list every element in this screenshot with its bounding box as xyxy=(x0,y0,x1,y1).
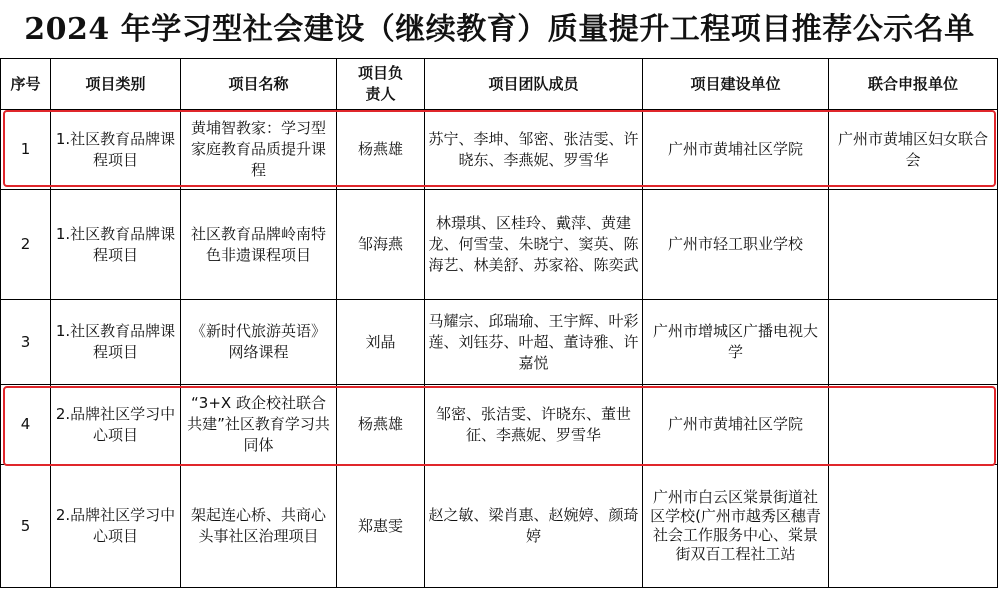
cell-team xyxy=(425,385,643,465)
cell-name xyxy=(181,300,337,385)
cell-category xyxy=(51,465,181,588)
cell-no: 4 xyxy=(1,385,51,465)
cell-team xyxy=(425,190,643,300)
cell-builder xyxy=(643,465,829,588)
cell-category xyxy=(51,300,181,385)
cell-partner xyxy=(829,465,998,588)
cell-partner xyxy=(829,300,998,385)
table-row xyxy=(1,385,998,465)
cell-team-text: 林璟琪、区桂玲、戴萍、黄建龙、何雪莹、朱晓宁、窦英、陈海艺、林美舒、苏家裕、陈奕武 xyxy=(428,214,639,274)
cell-builder xyxy=(643,190,829,300)
table-header-row xyxy=(1,59,998,110)
cell-lead: 邹海燕 xyxy=(337,190,425,300)
header-partner: 联合申报单位 xyxy=(829,59,998,110)
cell-no: 1 xyxy=(1,110,51,190)
cell-builder-text: 广州市增城区广播电视大学 xyxy=(652,322,818,361)
cell-name xyxy=(181,385,337,465)
cell-partner xyxy=(829,110,998,190)
cell-builder-text: 广州市黄埔社区学院 xyxy=(667,140,803,158)
cell-category xyxy=(51,385,181,465)
cell-team xyxy=(425,110,643,190)
cell-category-text: 2.品牌社区学习中心项目 xyxy=(55,404,176,444)
cell-name-text: 黄埔智教家：学习型家庭教育品质提升课程 xyxy=(190,119,326,179)
cell-lead: 郑惠雯 xyxy=(337,465,425,588)
cell-team xyxy=(425,465,643,588)
cell-builder-text: 广州市黄埔社区学院 xyxy=(667,415,803,433)
cell-name-text: 《新时代旅游英语》网络课程 xyxy=(190,322,326,361)
cell-team-text: 苏宁、李坤、邹密、张洁雯、许晓东、李燕妮、罗雪华 xyxy=(428,129,639,169)
cell-builder xyxy=(643,110,829,190)
cell-builder xyxy=(643,385,829,465)
cell-category-text: 1.社区教育品牌课程项目 xyxy=(55,129,176,169)
cell-name xyxy=(181,110,337,190)
header-no: 序号 xyxy=(1,59,51,110)
cell-no: 3 xyxy=(1,300,51,385)
cell-no: 5 xyxy=(1,465,51,588)
cell-name xyxy=(181,465,337,588)
cell-category-text: 1.社区教育品牌课程项目 xyxy=(55,322,176,361)
cell-lead: 杨燕雄 xyxy=(337,385,425,465)
cell-builder-text: 广州市轻工职业学校 xyxy=(667,235,803,253)
document-title: 2024 年学习型社会建设（继续教育）质量提升工程项目推荐公示名单 xyxy=(24,12,975,47)
cell-lead: 刘晶 xyxy=(337,300,425,385)
header-team: 项目团队成员 xyxy=(425,59,643,110)
cell-team-text: 邹密、张洁雯、许晓东、董世征、李燕妮、罗雪华 xyxy=(435,404,631,444)
cell-builder xyxy=(643,300,829,385)
cell-category-text: 2.品牌社区学习中心项目 xyxy=(55,506,176,545)
header-lead xyxy=(337,59,425,110)
header-name: 项目名称 xyxy=(181,59,337,110)
cell-partner xyxy=(829,385,998,465)
table-row xyxy=(1,190,998,300)
cell-name-text: 架起连心桥、共商心头事社区治理项目 xyxy=(190,506,326,545)
table-row xyxy=(1,300,998,385)
cell-partner-text: 广州市黄埔区妇女联合会 xyxy=(837,129,988,169)
table-row xyxy=(1,465,998,588)
cell-partner xyxy=(829,190,998,300)
cell-category xyxy=(51,110,181,190)
cell-category-text: 1.社区教育品牌课程项目 xyxy=(55,224,176,264)
header-builder: 项目建设单位 xyxy=(643,59,829,110)
cell-team-text: 马耀宗、邱瑞瑜、王宇辉、叶彩莲、刘钰芬、叶超、董诗雅、许嘉悦 xyxy=(428,311,639,372)
cell-lead: 杨燕雄 xyxy=(337,110,425,190)
cell-name xyxy=(181,190,337,300)
cell-category xyxy=(51,190,181,300)
header-lead-text: 项目负责人 xyxy=(357,64,403,103)
cell-no: 2 xyxy=(1,190,51,300)
cell-team-text: 赵之敏、梁肖惠、赵婉婷、颜琦婷 xyxy=(428,506,639,545)
cell-team xyxy=(425,300,643,385)
header-category: 项目类别 xyxy=(51,59,181,110)
cell-builder-text: 广州市白云区棠景街道社区学校(广州市越秀区穗青社会工作服务中心、棠景街双百工程社工站 xyxy=(650,488,821,563)
cell-name-text: 社区教育品牌岭南特色非遗课程项目 xyxy=(190,224,326,264)
cell-name-text: “3+X 政企校社联合共建”社区教育学习共同体 xyxy=(187,394,330,454)
project-table xyxy=(0,58,998,588)
table-row xyxy=(1,110,998,190)
